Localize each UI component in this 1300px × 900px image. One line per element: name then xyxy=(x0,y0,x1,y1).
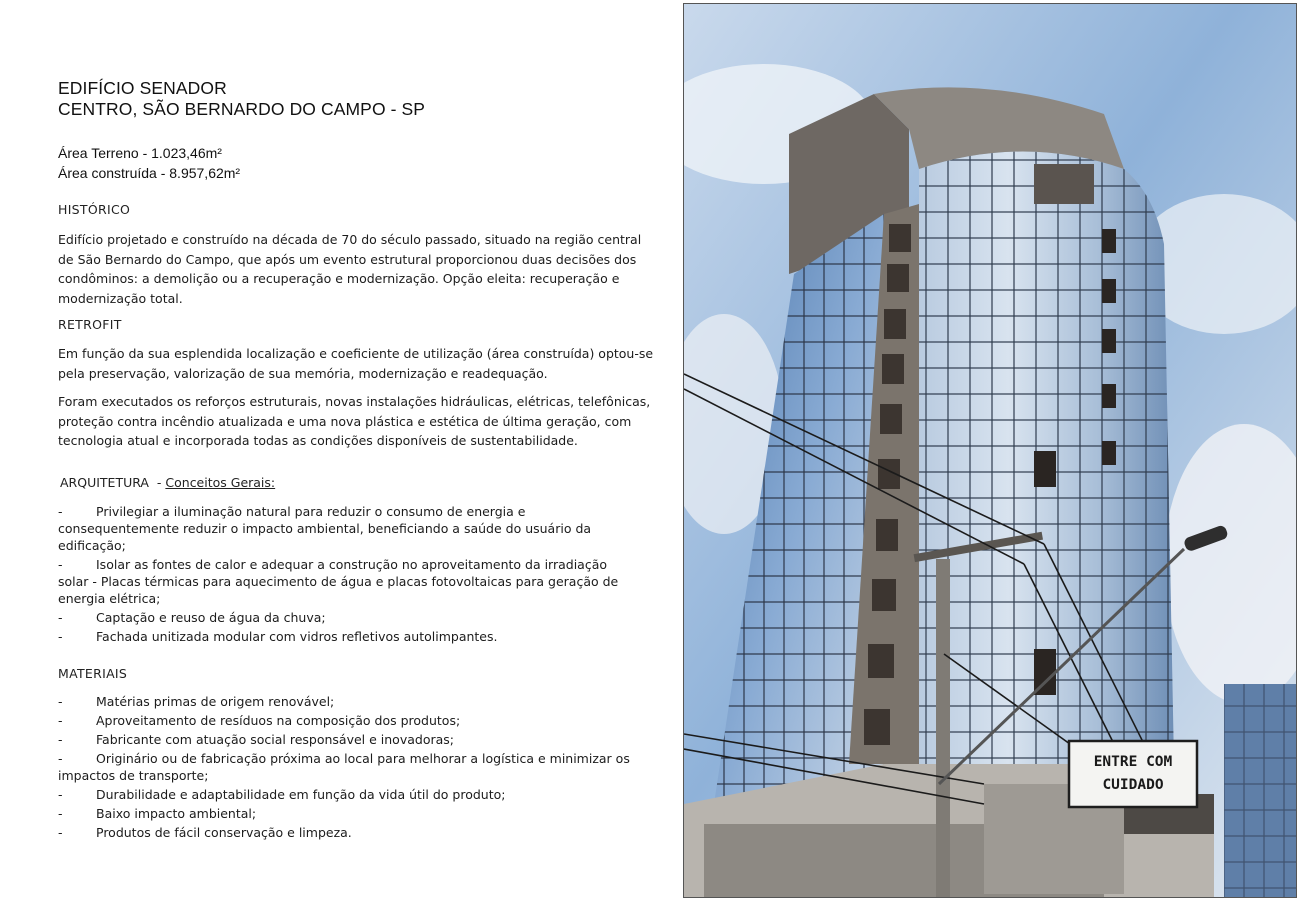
retrofit-heading: RETROFIT xyxy=(58,317,122,332)
list-dash: - xyxy=(58,557,63,572)
retrofit-para-1: Em função da sua esplendida localização e coeficiente de utilização (área construída) optou-se pela preservação, valorização de sua memória, modernização e readequação. xyxy=(58,346,654,381)
list-item xyxy=(58,503,638,554)
arquitetura-title: ARQUITETURA - xyxy=(60,475,166,490)
materiais-item-1: Matérias primas de origem renovável; xyxy=(96,694,335,709)
materiais-item-4: Originário ou de fabricação próxima ao local para melhorar a logística e minimizar os impactos de transporte; xyxy=(58,751,630,783)
materiais-item-3: Fabricante com atuação social responsável e inovadoras; xyxy=(96,732,454,747)
list-item xyxy=(58,805,638,822)
list-item xyxy=(58,556,638,607)
arquitetura-item-1: Privilegiar a iluminação natural para reduzir o consumo de energia e consequentemente reduzir o impacto ambiental, beneficiando a saúde do usuário da edificação; xyxy=(58,504,592,553)
materiais-item-6: Baixo impacto ambiental; xyxy=(96,806,257,821)
building-photo xyxy=(683,3,1297,898)
document-title xyxy=(58,78,425,120)
list-item xyxy=(58,786,638,803)
list-item xyxy=(58,824,638,841)
arquitetura-item-4: Fachada unitizada modular com vidros refletivos autolimpantes. xyxy=(96,629,498,644)
caution-sign xyxy=(1069,741,1197,807)
list-dash: - xyxy=(58,629,63,644)
arquitetura-item-2: Isolar as fontes de calor e adequar a construção no aproveitamento da irradiação solar - Placas térmicas para aquecimento de água e placas fotovoltaicas para geração de energia elétrica; xyxy=(58,557,619,606)
utility-pole xyxy=(936,559,950,898)
list-dash: - xyxy=(58,806,63,821)
list-dash: - xyxy=(58,751,63,766)
list-item xyxy=(58,609,638,626)
list-dash: - xyxy=(58,713,63,728)
sign-line-1: ENTRE COM xyxy=(1093,754,1173,770)
sign-line-2: CUIDADO xyxy=(1102,777,1164,793)
list-dash: - xyxy=(58,610,63,625)
building-illustration xyxy=(684,4,1297,898)
title-line-building: EDIFÍCIO SENADOR xyxy=(58,78,227,98)
materiais-item-2: Aproveitamento de resíduos na composição dos produtos; xyxy=(96,713,461,728)
area-block xyxy=(58,143,240,183)
list-dash: - xyxy=(58,694,63,709)
list-item xyxy=(58,712,638,729)
list-item xyxy=(58,750,638,784)
title-line-location: CENTRO, SÃO BERNARDO DO CAMPO - SP xyxy=(58,99,426,119)
arquitetura-item-3: Captação e reuso de água da chuva; xyxy=(96,610,326,625)
retrofit-para-2: Foram executados os reforços estruturais, novas instalações hidráulicas, elétricas, telefônicas, proteção contra incêndio atualizada e uma nova plástica e estética de última geração, com tecnologia atual e incorporada todas as condições disponíveis de sustentabilidade. xyxy=(58,394,651,448)
materiais-item-5: Durabilidade e adaptabilidade em função da vida útil do produto; xyxy=(96,787,506,802)
list-dash: - xyxy=(58,732,63,747)
materiais-heading: MATERIAIS xyxy=(58,666,128,681)
arquitetura-heading xyxy=(60,475,275,490)
area-terreno: Área Terreno - 1.023,46m² xyxy=(58,145,222,161)
arquitetura-subtitle: Conceitos Gerais: xyxy=(165,475,276,490)
list-dash: - xyxy=(58,787,63,802)
list-item xyxy=(58,731,638,748)
list-dash: - xyxy=(58,504,63,519)
list-item xyxy=(58,693,638,710)
historico-text: Edifício projetado e construído na década de 70 do século passado, situado na região central de São Bernardo do Campo, que após um evento estrutural proporcionou duas decisões dos condôminos: a demolição ou a recuperação e modernização. Opção eleita: recuperação e modernização total. xyxy=(58,232,642,306)
list-dash: - xyxy=(58,825,63,840)
historico-heading: HISTÓRICO xyxy=(58,202,131,217)
area-construida: Área construída - 8.957,62m² xyxy=(58,165,241,181)
materiais-item-7: Produtos de fácil conservação e limpeza. xyxy=(96,825,352,840)
list-item xyxy=(58,628,638,645)
